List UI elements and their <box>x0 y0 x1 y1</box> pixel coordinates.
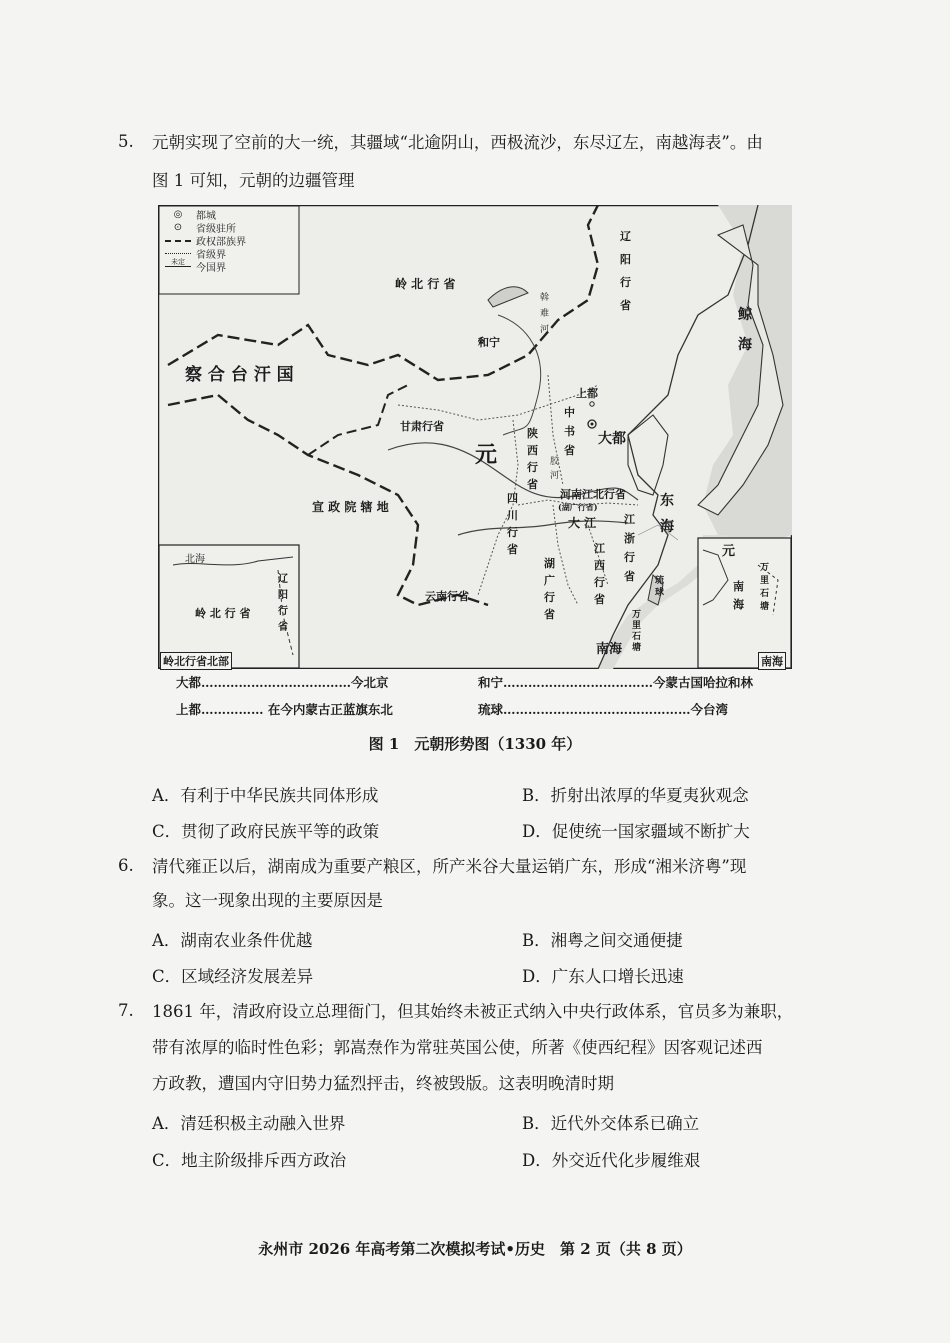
label-sichuan: 四 川 行 省 <box>507 492 518 556</box>
dotted-line-icon <box>165 253 191 254</box>
label-yunnan: 云南行省 <box>425 590 469 603</box>
label-river2: 胶 河 <box>550 457 560 481</box>
label-huguang: 湖 广 行 省 <box>544 557 555 621</box>
label-dajiang: 大 江 <box>568 516 597 530</box>
label-lingbei: 岭 北 行 省 <box>395 277 456 291</box>
label-chagatai: 察 合 台 汗 国 <box>185 365 294 385</box>
question-stem-line: 1861 年，清政府设立总理衙门，但其始终未被正式纳入中央行政体系，官员多为兼职， <box>152 1002 794 1021</box>
option-c[interactable]: C．区域经济发展差异 <box>152 967 314 986</box>
map-legend <box>165 208 246 273</box>
option-b[interactable]: B．折射出浓厚的华夏夷狄观念 <box>522 786 749 805</box>
label-gansu: 甘肃行省 <box>400 420 444 433</box>
legend-national-boundary: 未定 今国界 <box>165 260 246 273</box>
inset-right-wanli: 万 里 石 塘 <box>760 563 770 612</box>
legend-capital: ◎ 都城 <box>165 208 246 221</box>
label-xuanzheng: 宣 政 院 辖 地 <box>312 500 389 514</box>
label-jiangzhe: 江 浙 行 省 <box>624 513 635 583</box>
label-jiangxi: 江 西 行 省 <box>594 542 605 606</box>
label-henan: 河南江北行省 <box>560 488 626 501</box>
caption-row-2-left: 上都…………… 在今内蒙古正蓝旗东北 <box>176 702 393 717</box>
inset-left-title: 岭北行省北部 <box>160 652 232 670</box>
legend-regime-boundary: 政权部族界 <box>165 234 246 247</box>
label-shangdu: 上都 <box>576 387 598 400</box>
inset-liaoyang: 辽 阳 行 省 <box>278 574 288 633</box>
label-donghai: 东 海 <box>660 493 674 535</box>
question-stem-line: 元朝实现了空前的大一统，其疆域“北逾阴山，西极流沙，东尽辽左，南越海表”。由 <box>152 133 763 152</box>
option-a[interactable]: A．清廷积极主动融入世界 <box>152 1114 346 1133</box>
legend-provincial-seat: ⊙ 省级驻所 <box>165 221 246 234</box>
label-hening: 和宁 <box>478 336 500 349</box>
upper-capital-marker <box>590 402 594 406</box>
page-footer: 永州市 2026 年高考第二次模拟考试•历史 第 2 页（共 8 页） <box>258 1240 692 1258</box>
label-zhongshu: 中 书 省 <box>564 406 575 457</box>
label-liaoyang: 辽 阳 行 省 <box>620 230 631 312</box>
solid-line-icon: 未定 <box>165 266 191 267</box>
inset-right-title: 南海 <box>758 652 786 670</box>
inset-beihai: 北海 <box>185 554 205 565</box>
label-shaanxi: 陕 西 行 省 <box>527 427 538 491</box>
provincial-seat-icon: ⊙ <box>173 222 183 233</box>
question-stem-line: 方政教，遭国内守旧势力猛烈抨击，终被毁版。这表明晚清时期 <box>152 1074 614 1093</box>
label-river: 斡 难 河 <box>540 293 550 335</box>
question-stem-line: 图 1 可知，元朝的边疆管理 <box>152 171 355 190</box>
inset-lingbei: 岭 北 行 省 <box>195 607 251 620</box>
yuan-dynasty-map <box>158 205 792 669</box>
label-huguang-note: (湖广行省) <box>558 502 598 512</box>
label-wanli: 万 里 石 塘 <box>632 610 642 653</box>
caption-row-1-left: 大都………………………………今北京 <box>176 675 389 690</box>
option-d[interactable]: D．外交近代化步履维艰 <box>522 1151 701 1170</box>
label-dadu: 大都 <box>598 431 626 447</box>
option-a[interactable]: A．有利于中华民族共同体形成 <box>152 786 379 805</box>
figure-caption: 图 1 元朝形势图（1330 年） <box>368 735 582 753</box>
dashed-line-icon <box>165 240 191 242</box>
option-b[interactable]: B．湘粤之间交通便捷 <box>522 931 683 950</box>
option-b[interactable]: B．近代外交体系已确立 <box>522 1114 700 1133</box>
option-c[interactable]: C．地主阶级排斥西方政治 <box>152 1151 347 1170</box>
caption-row-1-right: 和宁………………………………今蒙古国哈拉和林 <box>478 675 754 690</box>
caption-row-2-right: 琉球………………………………………今台湾 <box>478 702 729 717</box>
option-d[interactable]: D．广东人口增长迅速 <box>522 967 684 986</box>
option-c[interactable]: C．贯彻了政府民族平等的政策 <box>152 822 380 841</box>
question-number: 6. <box>118 856 134 875</box>
inset-right-nanhai: 南 海 <box>733 580 744 611</box>
option-a[interactable]: A．湖南农业条件优越 <box>152 931 313 950</box>
label-nanhai: 南海 <box>596 642 623 657</box>
label-yuan: 元 <box>475 443 498 468</box>
capital-icon: ◎ <box>173 209 183 220</box>
question-number: 7. <box>118 1001 134 1020</box>
inset-right-yuan: 元 <box>722 544 736 559</box>
label-liuqiu: 琉 球 <box>655 576 665 598</box>
question-stem-line: 象。这一现象出现的主要原因是 <box>152 891 383 910</box>
question-number: 5. <box>118 132 134 151</box>
question-stem-line: 带有浓厚的临时性色彩；郭嵩焘作为常驻英国公使，所著《使西纪程》因客观记述西 <box>152 1038 763 1057</box>
question-stem-line: 清代雍正以后，湖南成为重要产粮区，所产米谷大量运销广东，形成“湘米济粤”现 <box>152 857 747 876</box>
legend-province-boundary: 省级界 <box>165 247 246 260</box>
option-d[interactable]: D．促使统一国家疆域不断扩大 <box>522 822 750 841</box>
label-jinghai: 鲸 海 <box>738 307 752 353</box>
